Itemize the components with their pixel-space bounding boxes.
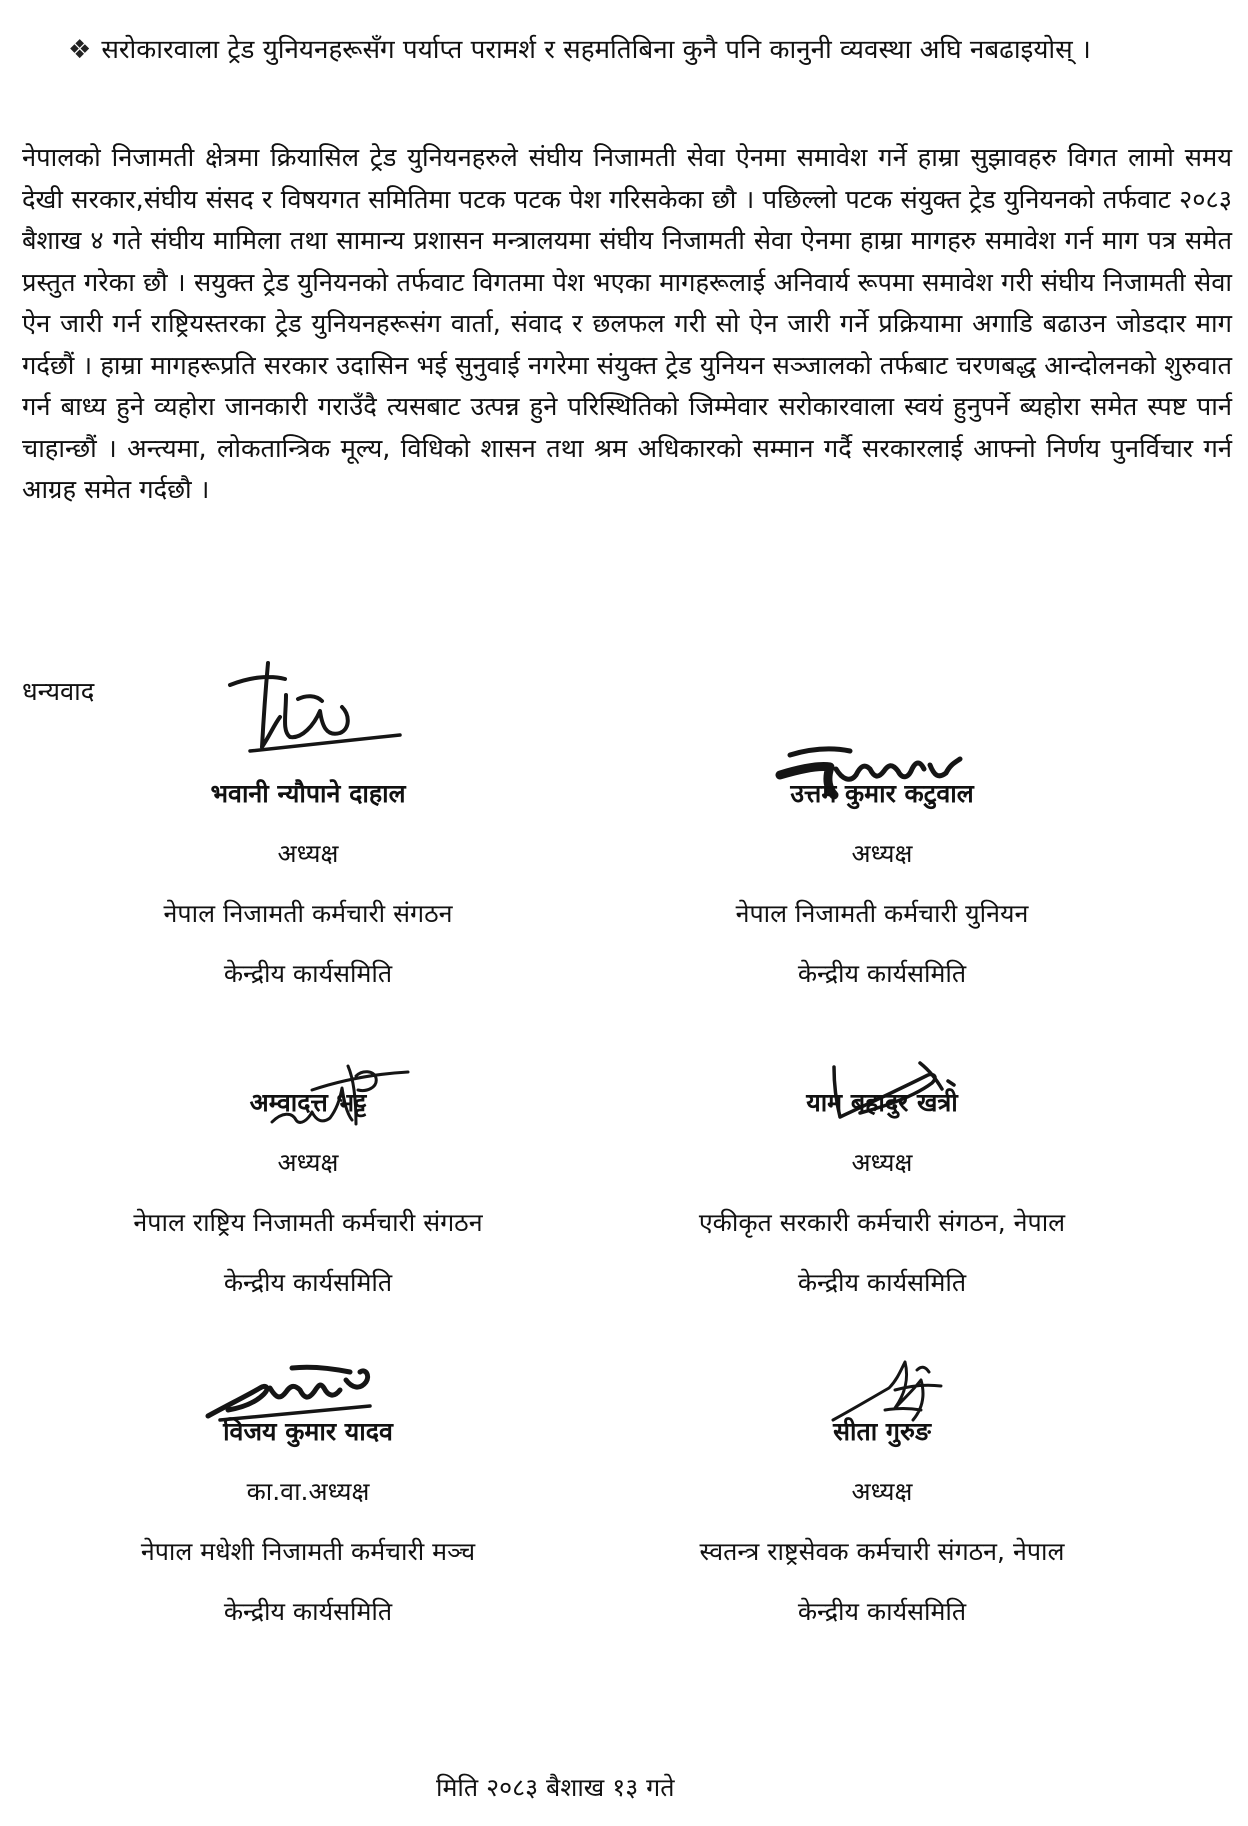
signatory-name: भवानी न्यौपाने दाहाल [210,779,406,808]
signatory-block-3 [48,1083,568,1323]
signatory-committee: केन्द्रीय कार्यसमिति [797,959,967,988]
signatory-committee: केन्द्रीय कार्यसमिति [223,959,393,988]
signatory-organization: स्वतन्त्र राष्ट्रसेवक कर्मचारी संगठन, नेपाल [699,1537,1065,1566]
signatory-committee: केन्द्रीय कार्यसमिति [797,1268,967,1297]
header-bullet-line [68,28,1208,72]
signatory-organization: एकीकृत सरकारी कर्मचारी संगठन, नेपाल [698,1208,1066,1237]
body-paragraph: नेपालको निजामती क्षेत्रमा क्रियासिल ट्रेड युनियनहरुले संघीय निजामती सेवा ऐनमा समावेश गर्ने हाम्रा सुझावहरु विगत लामो समय देखी सरकार,संघीय संसद र विषयगत समितिमा पटक पटक पेश गरिसकेका छौ । पछिल्लो पटक संयुक्त ट्रेड युनियनको तर्फवाट २०८३ बैशाख ४ गते संघीय मामिला तथा सामान्य प्रशासन मन्त्रालयमा संघीय निजामती सेवा ऐनमा हाम्रा मागहरु समावेश गर्न माग पत्र समेत प्रस्तुत गरेका छौ । सयुक्त ट्रेड युनियनको तर्फवाट विगतमा पेश भएका मागहरूलाई अनिवार्य रूपमा समावेश गरी संघीय निजामती सेवा ऐन जारी गर्न राष्ट्रियस्तरका ट्रेड युनियनहरूसंग वार्ता, संवाद र छलफल गरी सो ऐन जारी गर्ने प्रक्रियामा अगाडि बढाउन जोडदार माग गर्दछौं । हाम्रा मागहरूप्रति सरकार उदासिन भई सुनुवाई नगरेमा संयुक्त ट्रेड युनियन सञ्जालको तर्फबाट चरणबद्ध आन्दोलनको शुरुवात गर्न बाध्य हुने व्यहोरा जानकारी गराउँदै त्यसबाट उत्पन्न हुने परिस्थितिको जिम्मेवार सरोकारवाला स्वयं हुनुपर्ने ब्यहोरा समेत स्पष्ट पार्न चाहान्छौं । अन्त्यमा, लोकतान्त्रिक मूल्य, विधिको शासन तथा श्रम अधिकारको सम्मान गर्दै सरकारलाई आफ्नो निर्णय पुनर्विचार गर्न आग्रह समेत गर्दछौ । [22,143,1232,505]
signatory-committee: केन्द्रीय कार्यसमिति [797,1597,967,1626]
signatory-organization: नेपाल मधेशी निजामती कर्मचारी मञ्च [140,1537,476,1566]
closing-thanks: धन्यवाद [22,677,95,707]
signatory-block-5 [48,1412,568,1652]
date-line: मिति २०८३ बैशाख १३ गते [436,1773,675,1802]
signatory-title: अध्यक्ष [851,1148,913,1177]
signatory-title: अध्यक्ष [851,1477,913,1506]
signatory-organization: नेपाल राष्ट्रिय निजामती कर्मचारी संगठन [133,1208,483,1237]
signatory-name: याम बहादुर खत्री [806,1088,958,1117]
signatory-name: उत्तम कुमार कटुवाल [790,779,974,808]
signatory-committee: केन्द्रीय कार्यसमिति [223,1597,393,1626]
header-text: सरोकारवाला ट्रेड युनियनहरूसँग पर्याप्त परामर्श र सहमतिबिना कुनै पनि कानुनी व्यवस्था अघि नबढाइयोस् । [101,35,1091,65]
signatory-block-4 [622,1083,1142,1323]
signatory-title: अध्यक्ष [851,839,913,868]
signatory-committee: केन्द्रीय कार्यसमिति [223,1268,393,1297]
diamond-bullet-icon: ❖ [68,35,92,65]
signatory-organization: नेपाल निजामती कर्मचारी युनियन [735,899,1029,928]
signatory-block-6 [622,1412,1142,1652]
signatory-name: अम्वादत्त भट्ट [249,1088,367,1117]
signatory-title: का.वा.अध्यक्ष [246,1477,370,1506]
signatory-name: सीता गुरुङ [833,1417,931,1446]
signatory-organization: नेपाल निजामती कर्मचारी संगठन [163,899,453,928]
signatory-name: विजय कुमार यादव [223,1417,393,1446]
signatory-block-1 [48,774,568,1014]
signatory-title: अध्यक्ष [277,1148,339,1177]
signatory-block-2 [622,774,1142,1014]
signatory-title: अध्यक्ष [277,839,339,868]
signature-1-image [190,655,420,765]
